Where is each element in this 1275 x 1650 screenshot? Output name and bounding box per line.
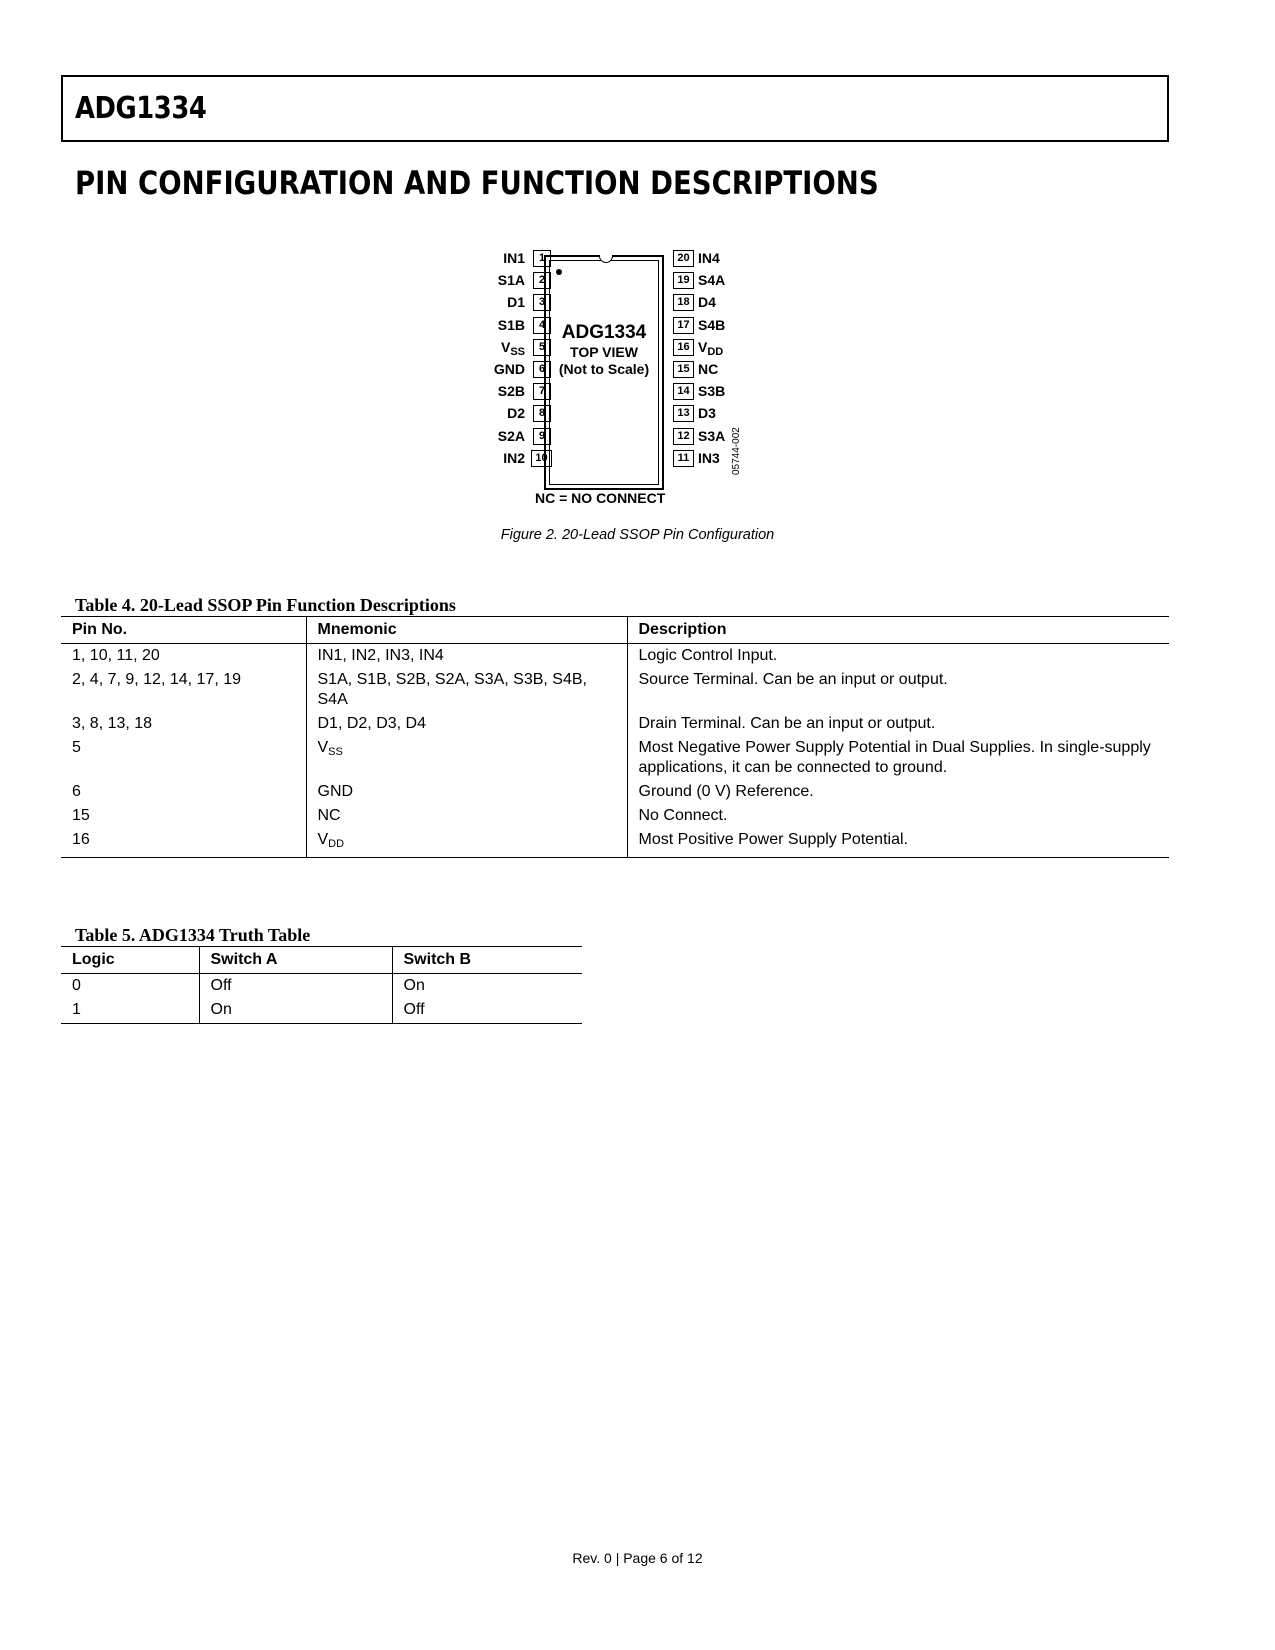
pin-number-box: 20 bbox=[673, 250, 694, 267]
table-row bbox=[61, 828, 1169, 858]
switch-a-cell: Off bbox=[199, 974, 392, 999]
pin-number-box: 8 bbox=[533, 405, 551, 422]
pin-number-box: 12 bbox=[673, 428, 694, 445]
section-title: PIN CONFIGURATION AND FUNCTION DESCRIPTIONS bbox=[75, 164, 879, 202]
pin-number-box: 3 bbox=[533, 294, 551, 311]
pin-label-subscript: DD bbox=[707, 345, 724, 358]
pin-number-cell: 15 bbox=[72, 807, 90, 824]
pin-number-cell: 16 bbox=[61, 828, 306, 858]
pin-label-left: D1 bbox=[507, 294, 525, 311]
mnemonic-cell bbox=[306, 736, 627, 780]
pin-label-right: IN3 bbox=[698, 449, 720, 466]
pin-number-box: 16 bbox=[673, 339, 694, 356]
pin-label-left: $V_{SS}$ bbox=[500, 338, 525, 358]
table-row bbox=[61, 974, 582, 999]
pin1-marker bbox=[556, 269, 562, 275]
pin-number-box: 18 bbox=[673, 294, 694, 311]
table4-caption: Table 4. 20-Lead SSOP Pin Function Descriptions bbox=[75, 595, 456, 615]
pin-label-right: D3 bbox=[698, 405, 716, 422]
pin-label-right: IN4 bbox=[698, 250, 720, 266]
pin-number-cell: 2, 4, 7, 9, 12, 14, 17, 19 bbox=[72, 671, 242, 688]
column-header: Description bbox=[627, 617, 1169, 644]
figure-code: 05744-002 bbox=[731, 427, 742, 475]
table-row bbox=[61, 668, 1169, 712]
pin-label-right: NC bbox=[698, 361, 719, 377]
pin-number-box: 2 bbox=[533, 272, 551, 289]
nc-note: NC = NO CONNECT bbox=[535, 490, 666, 506]
pin-number-cell: 1, 10, 11, 20 bbox=[72, 647, 160, 664]
table-row bbox=[61, 644, 1169, 669]
pin-number-box: 15 bbox=[673, 361, 694, 378]
table-header-row bbox=[61, 947, 582, 974]
table5-caption: Table 5. ADG1334 Truth Table bbox=[75, 925, 311, 945]
switch-a-cell: On bbox=[199, 998, 392, 1024]
pin-number-cell: 6 bbox=[72, 783, 81, 800]
column-header: Switch B bbox=[392, 947, 582, 974]
header-title: ADG1334 bbox=[75, 91, 207, 126]
description-cell: Drain Terminal. Can be an input or output. bbox=[627, 712, 1169, 736]
table-row bbox=[61, 780, 1169, 804]
pin-number-box: 5 bbox=[533, 339, 551, 356]
switch-b-cell: Off bbox=[392, 998, 582, 1024]
chip-scale-label: (Not to Scale) bbox=[558, 361, 650, 377]
figure-caption: Figure 2. 20-Lead SSOP Pin Configuration bbox=[500, 527, 775, 543]
pin-number-box: 14 bbox=[673, 383, 694, 400]
mnemonic-cell bbox=[306, 712, 627, 736]
pin-number-box: 17 bbox=[673, 317, 694, 334]
column-header: Mnemonic bbox=[306, 617, 627, 644]
header-box bbox=[61, 75, 1169, 142]
pin-label-right: S4B bbox=[698, 316, 726, 333]
mnemonic-text: V bbox=[317, 739, 329, 756]
table-row bbox=[61, 712, 1169, 736]
pin-number-box: 4 bbox=[533, 317, 551, 334]
pin-label-right: S3B bbox=[698, 383, 726, 400]
table-row bbox=[61, 804, 1169, 828]
mnemonic-cell bbox=[306, 804, 627, 828]
table-row bbox=[61, 998, 582, 1024]
pin-label-right: $V_{DD}$ bbox=[698, 338, 724, 358]
pin-number-cell: 3, 8, 13, 18 bbox=[72, 715, 153, 732]
mnemonic-subscript: DD bbox=[328, 838, 345, 850]
mnemonic-text: V bbox=[317, 831, 329, 848]
pin-label-left: D2 bbox=[507, 405, 525, 422]
pin-label-left: GND bbox=[493, 361, 525, 377]
mnemonic-cell bbox=[306, 780, 627, 804]
pin-number-box: 19 bbox=[673, 272, 694, 289]
chip-body bbox=[544, 255, 664, 490]
pin-label-right: S3A bbox=[698, 427, 726, 444]
pin-number-box: 9 bbox=[533, 428, 551, 445]
description-cell: Most Negative Power Supply Potential in Dual Supplies. In single-supply applications, it can be connected to ground. bbox=[627, 736, 1169, 780]
column-header: Switch A bbox=[199, 947, 392, 974]
description-cell: Logic Control Input. bbox=[627, 644, 1169, 669]
pin-number-box: 1 bbox=[533, 250, 551, 267]
pin-label-left: IN2 bbox=[503, 449, 525, 466]
pin-label-left: S2B bbox=[497, 383, 525, 400]
chip-view-label: TOP VIEW bbox=[570, 344, 638, 360]
pin-label-subscript: SS bbox=[510, 345, 525, 358]
pin-number-box: 7 bbox=[533, 383, 551, 400]
logic-cell: 0 bbox=[72, 977, 81, 994]
table-row bbox=[61, 736, 1169, 780]
page-footer: Rev. 0 | Page 6 of 12 bbox=[572, 1550, 703, 1566]
pin-number-cell: 5 bbox=[72, 739, 81, 756]
mnemonic-text: NC bbox=[317, 807, 341, 824]
chip-name: ADG1334 bbox=[561, 322, 647, 343]
pin-label-right: D4 bbox=[698, 294, 716, 311]
mnemonic-text: S1A, S1B, S2B, S2A, S3A, S3B, S4B, S4A bbox=[317, 671, 587, 708]
mnemonic-text: GND bbox=[317, 783, 354, 800]
description-cell: Ground (0 V) Reference. bbox=[627, 780, 1169, 804]
mnemonic-text: IN1, IN2, IN3, IN4 bbox=[317, 647, 444, 664]
mnemonic-cell bbox=[306, 644, 627, 669]
pin-number-box: 10 bbox=[531, 450, 552, 467]
mnemonic-subscript: SS bbox=[328, 746, 343, 758]
pin-label-left: S1A bbox=[497, 272, 525, 289]
switch-b-cell: On bbox=[392, 974, 582, 999]
pin-number-box: 13 bbox=[673, 405, 694, 422]
pin-number-box: 11 bbox=[673, 450, 694, 467]
logic-cell: 1 bbox=[61, 998, 199, 1024]
truth-table bbox=[61, 946, 582, 1024]
column-header: Logic bbox=[61, 947, 199, 974]
pin-configuration-diagram bbox=[465, 250, 785, 530]
mnemonic-cell bbox=[306, 668, 627, 712]
description-cell: Source Terminal. Can be an input or output. bbox=[627, 668, 1169, 712]
pin-function-table bbox=[61, 616, 1169, 858]
description-cell: Most Positive Power Supply Potential. bbox=[627, 828, 1169, 858]
table-header-row bbox=[61, 617, 1169, 644]
mnemonic-cell bbox=[306, 828, 627, 858]
mnemonic-text: D1, D2, D3, D4 bbox=[317, 715, 426, 732]
pin-label-left: S1B bbox=[497, 316, 525, 333]
pin-number-box: 6 bbox=[533, 361, 551, 378]
pin-label-left: S2A bbox=[497, 427, 525, 444]
description-cell: No Connect. bbox=[627, 804, 1169, 828]
column-header: Pin No. bbox=[61, 617, 306, 644]
pin-label-left: IN1 bbox=[503, 250, 525, 266]
pin-label-right: S4A bbox=[698, 272, 726, 289]
